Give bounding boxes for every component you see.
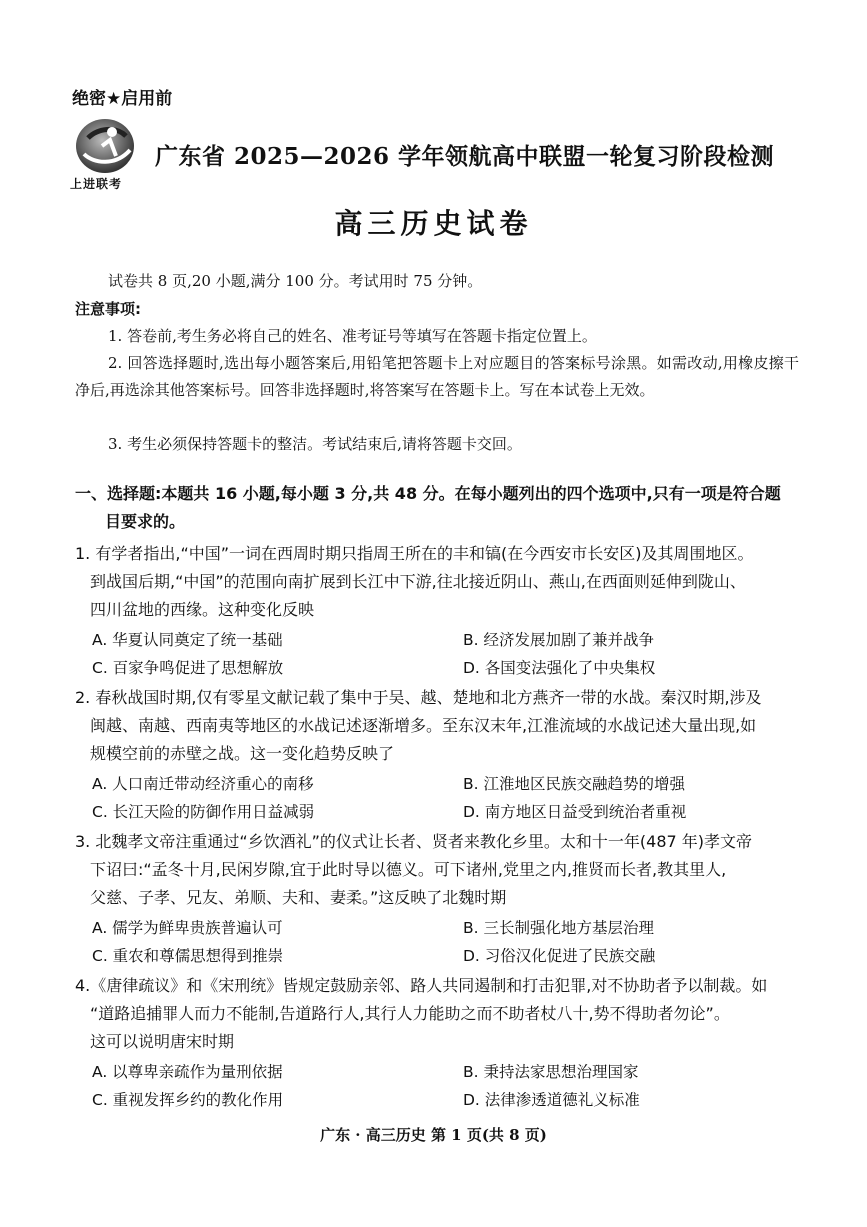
section-heading-line: 目要求的。 bbox=[105, 512, 186, 531]
option-d: D. 各国变法强化了中央集权 bbox=[463, 659, 656, 677]
option-d: D. 法律渗透道德礼义标准 bbox=[463, 1091, 640, 1109]
option-d: D. 南方地区日益受到统治者重视 bbox=[463, 803, 687, 821]
option-d: D. 习俗汉化促进了民族交融 bbox=[463, 947, 656, 965]
option-b: B. 经济发展加剧了兼并战争 bbox=[463, 631, 654, 649]
option-c: C. 重农和尊儒思想得到推崇 bbox=[92, 947, 284, 965]
question-2 bbox=[75, 684, 819, 768]
question-text-line: 4.《唐律疏议》和《宋刑统》皆规定鼓励亲邻、路人共同遏制和打击犯罪,对不协助者予以制裁。如 bbox=[75, 976, 768, 995]
question-text-line: 闽越、南越、西南夷等地区的水战记述逐渐增多。至东汉末年,江淮流域的水战记述大量出现,如 bbox=[90, 716, 757, 735]
option-b: B. 三长制强化地方基层治理 bbox=[463, 919, 654, 937]
page-footer: 广东 · 高三历史 第 1 页(共 8 页) bbox=[320, 1126, 547, 1144]
question-text-line: 1. 有学者指出,“中国”一词在西周时期只指周王所在的丰和镐(在今西安市长安区)及其周围地区。 bbox=[75, 544, 754, 563]
option-b: B. 江淮地区民族交融趋势的增强 bbox=[463, 775, 685, 793]
question-text-line: 2. 春秋战国时期,仅有零星文献记载了集中于吴、越、楚地和北方燕齐一带的水战。秦汉时期,涉及 bbox=[75, 688, 762, 707]
option-c: C. 长江天险的防御作用日益减弱 bbox=[92, 803, 315, 821]
exam-subtitle: 高三历史试卷 bbox=[334, 207, 533, 240]
question-text-line: 父慈、子孝、兄友、弟顺、夫和、妻柔。”这反映了北魏时期 bbox=[90, 888, 507, 907]
exam-info: 试卷共 8 页,20 小题,满分 100 分。考试用时 75 分钟。 bbox=[108, 272, 483, 290]
question-text-line: 下诏曰:“孟冬十月,民闲岁隙,宜于此时导以德义。可下诸州,党里之内,推贤而长者,教其里人, bbox=[90, 860, 727, 879]
question-text-line: 四川盆地的西缘。这种变化反映 bbox=[90, 600, 315, 619]
option-a: A. 华夏认同奠定了统一基础 bbox=[92, 631, 283, 649]
option-c: C. 百家争鸣促进了思想解放 bbox=[92, 659, 284, 677]
question-text-line: 规模空前的赤壁之战。这一变化趋势反映了 bbox=[90, 744, 395, 763]
question-text-line: “道路追捕罪人而力不能制,告道路行人,其行人力能助之而不助者杖八十,势不得助者勿论”。 bbox=[90, 1004, 730, 1023]
question-text-line: 这可以说明唐宋时期 bbox=[90, 1032, 235, 1051]
option-c: C. 重视发挥乡约的教化作用 bbox=[92, 1091, 284, 1109]
question-text-line: 到战国后期,“中国”的范围向南扩展到长江中下游,往北接近阴山、燕山,在西面则延伸到陇山、 bbox=[90, 572, 746, 591]
question-3 bbox=[75, 828, 819, 912]
option-b: B. 秉持法家思想治理国家 bbox=[463, 1063, 639, 1081]
question-1 bbox=[75, 540, 819, 624]
section-heading bbox=[75, 480, 815, 536]
option-a: A. 人口南迁带动经济重心的南移 bbox=[92, 775, 314, 793]
secret-label: 绝密★启用前 bbox=[72, 89, 173, 109]
option-a: A. 儒学为鲜卑贵族普遍认可 bbox=[92, 919, 283, 937]
section-heading-line: 一、选择题:本题共 16 小题,每小题 3 分,共 48 分。在每小题列出的四个选项中,只有一项是符合题 bbox=[75, 484, 781, 503]
question-4 bbox=[75, 972, 819, 1056]
notice-item: 2. 回答选择题时,选出每小题答案后,用铅笔把答题卡上对应题目的答案标号涂黑。如需改动,用橡皮擦干净后,再选涂其他答案标号。回答非选择题时,将答案写在答题卡上。写在本试卷上无效。 bbox=[75, 354, 799, 399]
notice-item: 1. 答卷前,考生务必将自己的姓名、准考证号等填写在答题卡指定位置上。 bbox=[108, 327, 597, 345]
logo-text: 上进联考 bbox=[70, 177, 123, 191]
question-text-line: 3. 北魏孝文帝注重通过“乡饮酒礼”的仪式让长者、贤者来教化乡里。太和十一年(487 年)孝文帝 bbox=[75, 832, 753, 851]
exam-title: 广东省 2025—2026 学年领航高中联盟一轮复习阶段检测 bbox=[155, 143, 775, 170]
option-a: A. 以尊卑亲疏作为量刑依据 bbox=[92, 1063, 283, 1081]
notice-heading: 注意事项: bbox=[75, 300, 141, 318]
notice-item: 3. 考生必须保持答题卡的整洁。考试结束后,请将答题卡交回。 bbox=[108, 435, 522, 453]
